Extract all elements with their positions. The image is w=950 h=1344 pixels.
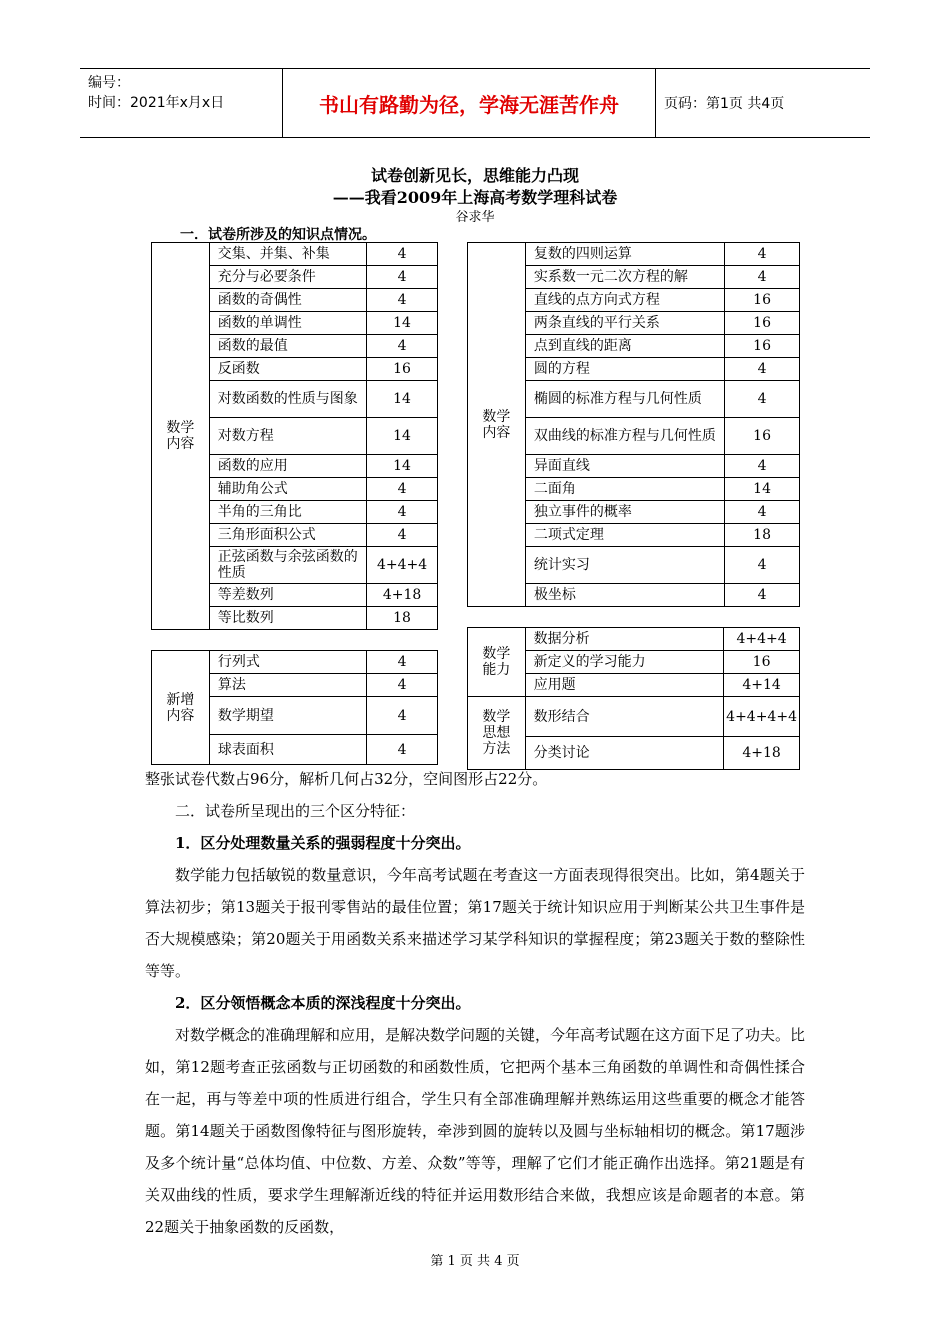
item-cell: 球表面积 [209,735,366,765]
score-summary: 整张试卷代数占96分，解析几何占32分，空间图形占22分。 [145,770,548,788]
section2-sub2: 2．区分领悟概念本质的深浅程度十分突出。 [175,994,471,1012]
item-cell: 交集、并集、补集 [209,243,366,266]
section1-heading: 一．试卷所涉及的知识点情况。 [180,227,376,243]
header-motto: 书山有路勤为径，学海无涯苦作舟 [283,69,656,137]
item-cell: 三角形面积公式 [209,524,366,547]
doc-subtitle: ——我看2009年上海高考数学理科试卷 [332,188,618,207]
section2-para1: 数学能力包括敏锐的数量意识，今年高考试题在考查这一方面表现得很突出。比如，第4题关于算法初步；第13题关于报刊零售站的最佳位置；第17题关于统计知识应用于判断某公共卫生事件是否大规模感染；第20题关于用函数关系来描述学习某学科知识的掌握程度；第23题关于数的整除性等等。 [145,866,805,980]
score-cell: 4 [367,501,438,524]
item-cell: 统计实习 [525,547,724,584]
item-cell: 实系数一元二次方程的解 [525,266,724,289]
category-cell: 数学 内容 [468,243,526,607]
score-cell: 4 [725,547,800,584]
table-row [152,651,438,674]
item-cell: 极坐标 [525,584,724,607]
score-cell: 16 [725,289,800,312]
doc-author: 谷求华 [455,210,495,225]
section2 [145,795,805,1243]
knowledge-table-right-top [467,242,800,607]
score-cell: 4 [367,524,438,547]
score-cell: 14 [725,478,800,501]
knowledge-table-left-top [151,242,438,630]
header-page-label: 页码：第1页 共4页 [664,96,785,112]
item-cell: 新定义的学习能力 [525,651,723,674]
score-cell: 4 [725,584,800,607]
score-cell: 4 [367,335,438,358]
score-cell: 4 [367,674,438,697]
score-cell: 14 [367,381,438,418]
item-cell: 椭圆的标准方程与几何性质 [525,381,724,418]
score-cell: 4 [725,243,800,266]
item-cell: 对数方程 [209,418,366,455]
score-cell: 4+14 [724,674,800,697]
score-cell: 18 [725,524,800,547]
score-cell: 4 [725,358,800,381]
score-cell: 4+18 [367,584,438,607]
item-cell: 函数的最值 [209,335,366,358]
item-cell: 直线的点方向式方程 [525,289,724,312]
item-cell: 函数的单调性 [209,312,366,335]
page-footer: 第 1 页 共 4 页 [430,1254,520,1269]
score-cell: 14 [367,312,438,335]
score-cell: 14 [367,455,438,478]
score-cell: 14 [367,418,438,455]
category-cell: 数学 内容 [152,243,210,630]
score-cell: 16 [725,312,800,335]
page-header [80,68,870,138]
header-meta [80,69,283,137]
score-cell: 4 [367,243,438,266]
item-cell: 异面直线 [525,455,724,478]
item-cell: 充分与必要条件 [209,266,366,289]
score-cell: 4 [367,697,438,735]
section2-sub1: 1．区分处理数量关系的强弱程度十分突出。 [175,834,471,852]
table-row [468,697,800,737]
item-cell: 独立事件的概率 [525,501,724,524]
item-cell: 函数的应用 [209,455,366,478]
score-cell: 16 [367,358,438,381]
item-cell: 圆的方程 [525,358,724,381]
item-cell: 行列式 [209,651,366,674]
knowledge-table-left-bottom [151,650,438,765]
score-cell: 4 [367,289,438,312]
score-cell: 16 [724,651,800,674]
score-cell: 18 [367,607,438,630]
item-cell: 分类讨论 [525,737,723,770]
category-cell: 数学 能力 [468,628,526,697]
item-cell: 算法 [209,674,366,697]
item-cell: 等比数列 [209,607,366,630]
item-cell: 等差数列 [209,584,366,607]
score-cell: 16 [725,335,800,358]
table-row [468,628,800,651]
section2-heading: 二．试卷所呈现出的三个区分特征： [175,802,416,820]
section2-para2: 对数学概念的准确理解和应用，是解决数学问题的关键，今年高考试题在这方面下足了功夫。比如，第12题考查正弦函数与正切函数的和函数性质，它把两个基本三角函数的单调性和奇偶性揉合在一起，再与等差中项的性质进行组合，学生只有全部准确理解并熟练运用这些重要的概念才能答题。第14题关于函数图像特征与图形旋转，牵涉到圆的旋转以及圆与坐标轴相切的概念。第17题涉及多个统计量“总体均值、中位数、方差、众数”等等，理解了它们才能正确作出选择。第21题是有关双曲线的性质，要求学生理解渐近线的特征并运用数形结合来做，我想应该是命题者的本意。第22题关于抽象函数的反函数， [145,1026,806,1236]
item-cell: 数据分析 [525,628,723,651]
score-cell: 4+18 [724,737,800,770]
item-cell: 反函数 [209,358,366,381]
table-row [152,243,438,266]
item-cell: 点到直线的距离 [525,335,724,358]
item-cell: 应用题 [525,674,723,697]
item-cell: 数学期望 [209,697,366,735]
score-cell: 4 [367,266,438,289]
score-cell: 4 [725,266,800,289]
score-cell: 4 [367,735,438,765]
table-row [468,243,800,266]
item-cell: 两条直线的平行关系 [525,312,724,335]
score-cell: 16 [725,418,800,455]
score-cell: 4 [725,501,800,524]
item-cell: 二面角 [525,478,724,501]
doc-title: 试卷创新见长，思维能力凸现 [370,166,579,185]
item-cell: 二项式定理 [525,524,724,547]
score-cell: 4 [725,381,800,418]
item-cell: 对数函数的性质与图象 [209,381,366,418]
category-cell: 数学 思想 方法 [468,697,526,770]
score-cell: 4+4+4+4 [724,697,800,737]
item-cell: 半角的三角比 [209,501,366,524]
item-cell: 函数的奇偶性 [209,289,366,312]
score-cell: 4 [725,455,800,478]
number-label: 编号： [88,75,130,91]
item-cell: 正弦函数与余弦函数的性质 [209,547,366,584]
category-cell: 新增 内容 [152,651,210,765]
score-cell: 4 [367,478,438,501]
score-cell: 4+4+4 [724,628,800,651]
score-cell: 4 [367,651,438,674]
item-cell: 辅助角公式 [209,478,366,501]
time-label: 时间：2021年x月x日 [88,95,225,111]
item-cell: 数形结合 [525,697,723,737]
item-cell: 双曲线的标准方程与几何性质 [525,418,724,455]
knowledge-table-right-bottom [467,627,800,770]
score-cell: 4+4+4 [367,547,438,584]
item-cell: 复数的四则运算 [525,243,724,266]
